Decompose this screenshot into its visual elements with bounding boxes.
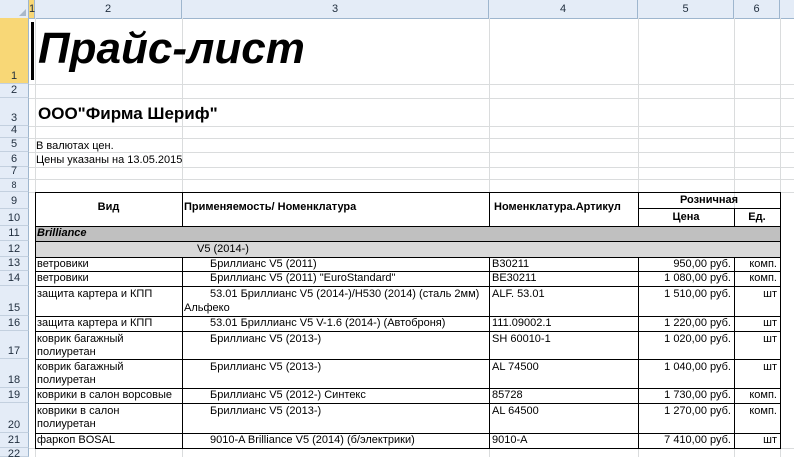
date-note[interactable]: Цены указаны на 13.05.2015 (36, 154, 183, 166)
cell-unit: шт (763, 288, 777, 300)
cell-name: Бриллианс V5 (2011) "EuroStandard" (210, 272, 396, 284)
column-header-2[interactable]: 2 (35, 0, 182, 18)
cell-vid-line2: полиуретан (37, 346, 96, 358)
gridline (29, 84, 794, 85)
cell-name-line2: Альфеко (184, 302, 230, 314)
row-header-7[interactable]: 7 (0, 167, 29, 179)
table-border (734, 257, 735, 449)
row-header-1[interactable]: 1 (0, 18, 29, 84)
cell-unit: шт (763, 434, 777, 446)
row-header-8[interactable]: 8 (0, 179, 29, 192)
table-border (489, 257, 490, 449)
column-header-1[interactable]: 1 (29, 0, 35, 18)
cell-vid: ветровики (37, 272, 89, 284)
row-header-17[interactable]: 17 (0, 331, 29, 359)
row-header-22[interactable]: 22 (0, 448, 29, 457)
table-border (35, 403, 781, 404)
cell-name: Бриллианс V5 (2012-) Синтекс (210, 389, 366, 401)
column-header-4[interactable]: 4 (489, 0, 638, 18)
cell-price: 1 270,00 руб. (664, 405, 731, 417)
cell-unit: комп. (749, 389, 777, 401)
cell-unit: шт (763, 317, 777, 329)
table-border (35, 433, 781, 434)
row-header-2[interactable]: 2 (0, 84, 29, 98)
row-header-13[interactable]: 13 (0, 257, 29, 271)
header-apply[interactable]: Применяемость/ Номенклатура (184, 201, 357, 213)
header-price[interactable]: Цена (672, 211, 700, 223)
row-header-6[interactable]: 6 (0, 152, 29, 167)
gridline (29, 152, 794, 153)
cell-price: 7 410,00 руб. (664, 434, 731, 446)
row-header-9[interactable]: 9 (0, 192, 29, 209)
row-header-10[interactable]: 10 (0, 209, 29, 226)
row-header-3[interactable]: 3 (0, 98, 29, 126)
cell-price: 1 220,00 руб. (664, 317, 731, 329)
row-header-21[interactable]: 21 (0, 433, 29, 448)
row-header-16[interactable]: 16 (0, 316, 29, 331)
subgroup-row[interactable] (35, 241, 780, 257)
cell-article: B30211 (492, 258, 530, 270)
row-header-14[interactable]: 14 (0, 271, 29, 286)
table-border (780, 192, 781, 449)
text-cursor (31, 22, 34, 80)
table-border (182, 257, 183, 449)
table-border (35, 331, 781, 332)
table-border (35, 257, 781, 258)
cell-article: SH 60010-1 (492, 333, 551, 345)
gridline (29, 98, 794, 99)
cell-vid-line2: полиуретан (37, 374, 96, 386)
cell-price: 1 080,00 руб. (664, 272, 731, 284)
gridline (29, 126, 794, 127)
row-header-15[interactable]: 15 (0, 286, 29, 316)
company-name[interactable]: ООО"Фирма Шериф" (38, 104, 218, 123)
cell-name: 9010-A Brilliance V5 (2014) (б/электрики) (210, 434, 415, 446)
header-retail[interactable]: Розничная (679, 194, 739, 206)
table-border (35, 192, 781, 193)
cell-name: Бриллианс V5 (2013-) (210, 333, 322, 345)
table-border (35, 316, 781, 317)
header-vid[interactable]: Вид (97, 201, 120, 213)
table-border (35, 271, 781, 272)
cell-unit: комп. (749, 258, 777, 270)
cell-name: Бриллианс V5 (2011) (210, 258, 317, 270)
table-border (35, 388, 781, 389)
column-header-3[interactable]: 3 (182, 0, 489, 18)
cell-price: 1 020,00 руб. (664, 333, 731, 345)
table-border (35, 448, 781, 449)
cell-article: AL 74500 (492, 361, 539, 373)
cell-unit: комп. (749, 272, 777, 284)
row-header-11[interactable]: 11 (0, 226, 29, 241)
cell-vid: фаркоп BOSAL (37, 434, 116, 446)
cell-vid: коврик багажный (37, 361, 124, 373)
table-border (35, 226, 781, 227)
table-border (638, 192, 639, 226)
gridline (29, 167, 794, 168)
table-border (182, 192, 183, 226)
cell-price: 1 510,00 руб. (664, 288, 731, 300)
table-border (638, 257, 639, 449)
cell-vid: ветровики (37, 258, 89, 270)
cell-price: 1 730,00 руб. (664, 389, 731, 401)
cell-article: ALF. 53.01 (492, 288, 545, 300)
cell-unit: шт (763, 333, 777, 345)
cell-vid: коврики в салон ворсовые (37, 389, 173, 401)
table-border (35, 241, 781, 242)
gridline (29, 179, 794, 180)
column-header-bar (0, 0, 794, 19)
group-label: Brilliance (37, 227, 87, 239)
cell-article: AL 64500 (492, 405, 539, 417)
row-header-12[interactable]: 12 (0, 241, 29, 257)
cell-vid: защита картера и КПП (37, 288, 153, 300)
table-border (489, 192, 490, 226)
row-header-19[interactable]: 19 (0, 388, 29, 403)
cell-vid: защита картера и КПП (37, 317, 153, 329)
table-border (35, 359, 781, 360)
row-header-4[interactable]: 4 (0, 126, 29, 138)
header-unit[interactable]: Ед. (748, 211, 766, 223)
cell-name: Бриллианс V5 (2013-) (210, 405, 322, 417)
cell-vid: коврик багажный (37, 333, 124, 345)
cell-name: 53.01 Бриллианс V5 (2014-)/H530 (2014) (сталь 2мм) (210, 288, 480, 300)
page-title[interactable]: Прайс-лист (38, 24, 305, 73)
cell-unit: комп. (749, 405, 777, 417)
cell-article: 111.09002.1 (492, 317, 552, 329)
subgroup-label: V5 (2014-) (197, 243, 249, 255)
header-article[interactable]: Номенклатура.Артикул (494, 201, 621, 213)
cell-article: BE30211 (492, 272, 537, 284)
cell-price: 1 040,00 руб. (664, 361, 731, 373)
column-header-5[interactable]: 5 (638, 0, 734, 18)
cell-vid: коврики в салон (37, 405, 120, 417)
column-header-6[interactable]: 6 (734, 0, 780, 18)
table-border (638, 208, 781, 209)
select-all-corner[interactable] (0, 0, 29, 18)
cell-unit: шт (763, 361, 777, 373)
table-border (734, 208, 735, 226)
row-header-18[interactable]: 18 (0, 359, 29, 388)
row-header-5[interactable]: 5 (0, 138, 29, 152)
cell-price: 950,00 руб. (673, 258, 731, 270)
group-row[interactable] (35, 226, 780, 241)
currency-note[interactable]: В валютах цен. (36, 140, 114, 152)
cell-name: 53.01 Бриллианс V5 V-1.6 (2014-) (Автоброня) (210, 317, 446, 329)
cell-article: 85728 (492, 389, 523, 401)
gridline (29, 138, 794, 139)
table-border (35, 192, 36, 449)
cell-name: Бриллианс V5 (2013-) (210, 361, 322, 373)
cell-article: 9010-A (492, 434, 528, 446)
cell-vid-line2: полиуретан (37, 418, 96, 430)
row-header-20[interactable]: 20 (0, 403, 29, 433)
table-border (35, 286, 781, 287)
